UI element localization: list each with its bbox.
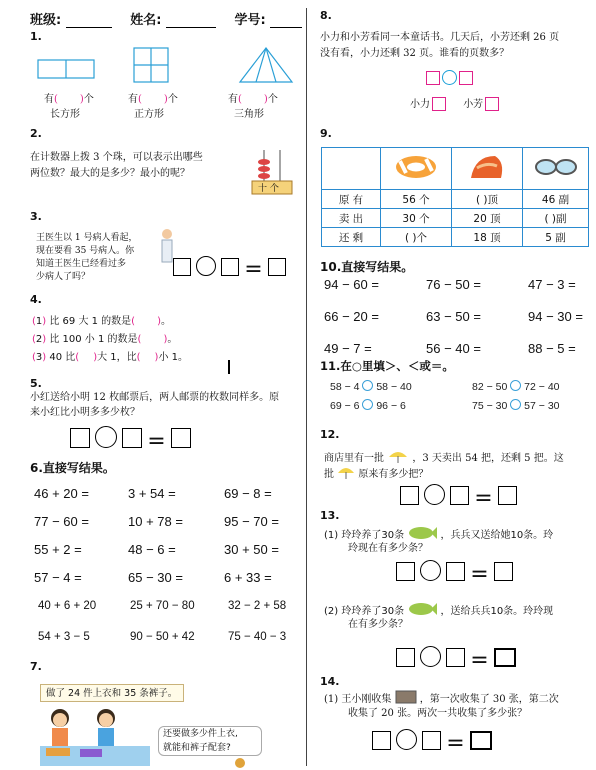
q12-number: 12.	[320, 428, 340, 441]
header	[30, 9, 302, 28]
q1-square-name: 正方形	[134, 109, 164, 120]
q1-number: 1.	[30, 30, 42, 43]
q5-line1: 小红送给小明 12 枚邮票后，两人邮票的枚数同样多。原	[30, 392, 280, 403]
q12-line2: 批 原来有多少把？	[324, 465, 428, 483]
q4-number: 4.	[30, 293, 42, 306]
q14-line2: 收集了 20 张。两次一共收集了多少张？	[348, 708, 528, 719]
q4-items	[32, 313, 188, 367]
umbrella-icon-2	[337, 465, 355, 479]
q6-grid: 46 + 20 = 3 + 54 = 69 − 8 = 77 − 60 = 10 + 78 = 95 − 70 = 55 + 2 = 48 − 6 = 30 + 50 = 57 − 4 = 65 − 30 = 6 + 33 =	[34, 486, 279, 585]
goggles-icon	[523, 148, 589, 190]
triangle-figure	[240, 48, 292, 82]
rectangle-figure	[38, 60, 94, 78]
swim-ring-icon	[381, 148, 452, 190]
q13-p2-line1: (2) 玲玲养了30条 ，送给兵兵10条。玲玲现	[324, 601, 553, 620]
q8-compare[interactable]	[426, 67, 473, 86]
q10-title: 10.直接写结果。	[320, 260, 414, 274]
q9-row-sold: 卖 出 30 个 20 顶 ( )副	[322, 209, 589, 228]
q7-number: 7.	[30, 660, 42, 673]
q14-equation[interactable]: =	[372, 729, 492, 754]
q4-item-3: (3) 40 比( )大 1，比( )小 1。	[32, 352, 188, 363]
q7-bubble-2: 还要做多少件上衣, 就能和裤子配套?	[158, 726, 262, 756]
class-field[interactable]	[66, 13, 112, 28]
q14-line1: (1) 王小刚收集 ，第一次收集了 30 张，第二次	[324, 690, 559, 708]
q5-line2: 来小红比小明多多少枚？	[30, 407, 140, 418]
q13-number: 13.	[320, 509, 340, 522]
fish-icon	[407, 525, 437, 541]
q5-equation[interactable]: =	[70, 426, 191, 452]
q8-line2: 没有看，小力还剩 32 页。谁看的页数多？	[320, 48, 510, 59]
q7-bubble-1: 做了 24 件上衣和 35 条裤子。	[40, 684, 184, 702]
swim-cap-icon	[452, 148, 523, 190]
q1-shapes	[30, 44, 300, 94]
q13-p2-line2: 在有多少条？	[348, 619, 408, 630]
q2-line1: 在计数器上拨 3 个珠，可以表示出哪些	[30, 152, 203, 163]
q13-p1-line2: 玲现在有多少条？	[348, 543, 428, 554]
q9-table	[321, 147, 589, 247]
children-sewing-illustration	[30, 702, 160, 768]
name-field[interactable]	[166, 13, 216, 28]
square-figure	[134, 48, 168, 82]
q8-line1: 小力和小芳看同一本童话书。几天后，小芳还剩 26 页	[320, 32, 560, 43]
q2-line2: 两位数？最大的是多少？最小的呢？	[30, 168, 190, 179]
q1-triangle-name: 三角形	[234, 109, 264, 120]
q1-rect-count: 有( )个	[44, 94, 94, 105]
q6-grid-2: 40 + 6 + 20 25 + 70 − 80 32 − 2 + 58 54 + 3 − 5 90 − 50 + 42 75 − 40 − 3	[38, 600, 287, 643]
q3-equation[interactable]: =	[173, 256, 286, 280]
text-cursor	[228, 360, 230, 374]
small-figure-icon	[230, 756, 250, 770]
q4-item-2: (2) 比 100 小 1 的数是( )。	[32, 334, 178, 345]
q4-item-1: (1) 比 69 大 1 的数是( )。	[32, 316, 171, 327]
q11-title: 11.在○里填＞、＜或＝。	[320, 359, 454, 373]
q10-grid: 94 − 60 = 76 − 50 = 47 − 3 = 66 − 20 = 63 − 50 = 94 − 30 = 49 − 7 = 56 − 40 = 88 − 5 =	[324, 277, 583, 356]
id-label: 学号:	[234, 13, 266, 28]
q8-number: 8.	[320, 9, 332, 22]
q14-number: 14.	[320, 675, 340, 688]
q13-p1-equation[interactable]: =	[396, 560, 513, 585]
stamp-icon	[395, 690, 417, 704]
q6-title: 6.直接写结果。	[30, 461, 115, 475]
q9-row-original: 原 有 56 个 ( )顶 46 副	[322, 190, 589, 209]
q11-grid: 58 − 4 58 − 40 82 − 50 72 − 40 69 − 6 96 − 6 75 − 30 57 − 30	[330, 381, 560, 412]
q1-rect-name: 长方形	[50, 109, 80, 120]
id-field[interactable]	[270, 13, 302, 28]
q1-triangle-count: 有( )个	[228, 94, 278, 105]
doctor-icon	[160, 226, 174, 276]
umbrella-icon	[387, 449, 409, 463]
q12-equation[interactable]: =	[400, 484, 517, 509]
class-label: 班级:	[30, 13, 62, 28]
q13-p2-equation[interactable]: =	[396, 646, 516, 671]
fish-icon-2	[407, 601, 437, 617]
q9-row-remaining: 还 剩 ( )个 18 顶 5 副	[322, 228, 589, 247]
q13-p1-line1: (1) 玲玲养了30条 ，兵兵又送给她10条。玲	[324, 525, 553, 544]
q9-number: 9.	[320, 127, 332, 140]
q3-text: 王医生以 1 号病人看起， 现在要看 35 号病人。你 知道王医生已经看过多 少病人了吗？	[36, 233, 138, 282]
q12-line1: 商店里有一批 ，3 天卖出 54 把，还剩 5 把。这	[324, 449, 564, 467]
q3-number: 3.	[30, 210, 42, 223]
abacus-label: 十 个	[258, 184, 279, 194]
q5-number: 5.	[30, 377, 42, 390]
q8-labels: 小力 小芳	[410, 97, 499, 113]
q2-number: 2.	[30, 127, 42, 140]
name-label: 姓名:	[130, 13, 162, 28]
q1-square-count: 有( )个	[128, 94, 178, 105]
